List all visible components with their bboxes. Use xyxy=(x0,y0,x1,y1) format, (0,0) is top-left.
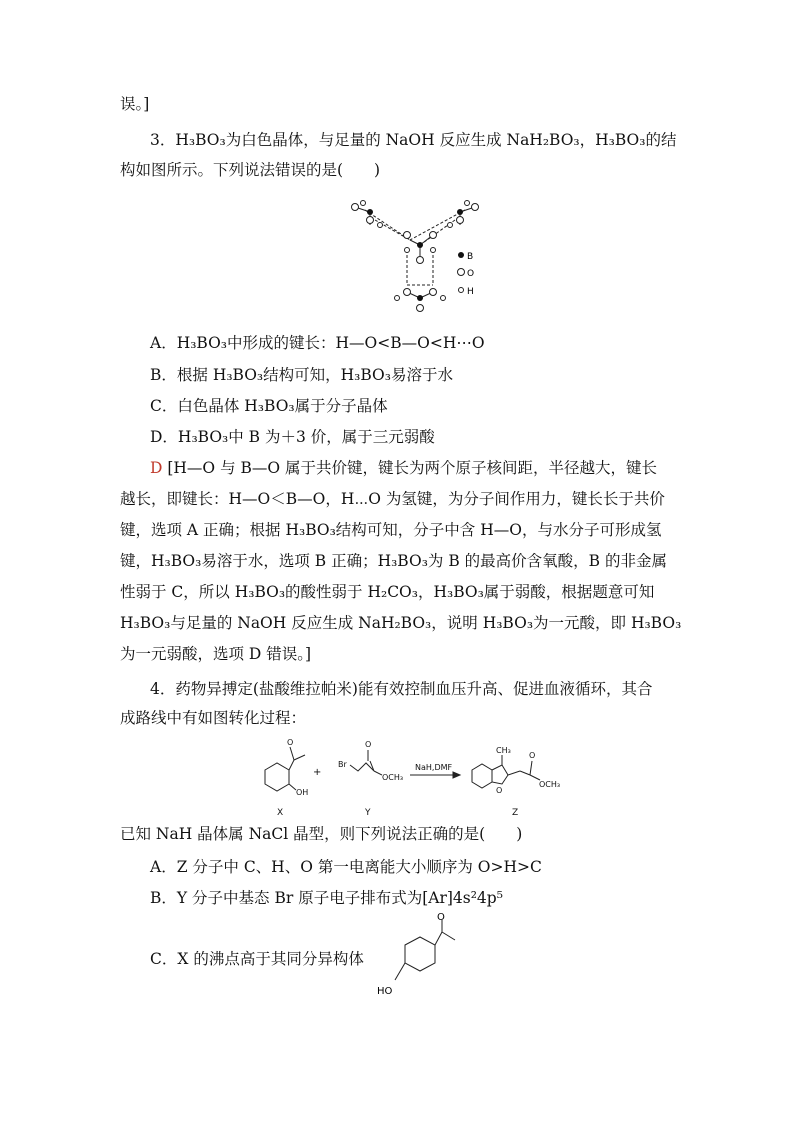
question-4-line-3: 已知 NaH 晶体属 NaCl 晶型，则下列说法正确的是( ) xyxy=(120,825,523,843)
question-3-line-1: 3．H₃BO₃为白色晶体，与足量的 NaOH 反应生成 NaH₂BO₃，H₃BO₃的结 xyxy=(150,131,677,149)
answer-letter: D xyxy=(150,459,163,477)
y-br-label: Br xyxy=(338,760,347,769)
explanation-line-3: 键，选项 A 正确；根据 H₃BO₃结构可知，分子中含 H—O，与水分子可形成氢 xyxy=(120,521,662,539)
z-o-label: O xyxy=(529,751,536,760)
option-c: C．白色晶体 H₃BO₃属于分子晶体 xyxy=(150,397,388,415)
reagent-label: NaH,DMF xyxy=(415,763,453,772)
q4-option-a: A．Z 分子中 C、H、O 第一电离能大小顺序为 O>H>C xyxy=(150,858,542,876)
x-oh-label: OH xyxy=(296,788,309,797)
plus-sign: + xyxy=(313,767,322,778)
explanation-line-6: H₃BO₃与足量的 NaOH 反应生成 NaH₂BO₃，说明 H₃BO₃为一元酸，即 H₃BO₃ xyxy=(120,614,682,632)
z-label: Z xyxy=(512,808,519,818)
x-label: X xyxy=(277,808,284,818)
question-3-line-2: 构如图所示。下列说法错误的是( ) xyxy=(120,161,381,179)
q4-option-b: B．Y 分子中基态 Br 原子电子排布式为[Ar]4s²4p⁵ xyxy=(150,889,503,907)
legend-h: H xyxy=(467,287,474,297)
option-b: B．根据 H₃BO₃结构可知，H₃BO₃易溶于水 xyxy=(150,366,453,384)
legend-b: B xyxy=(467,252,474,262)
z-o-ring-label: O xyxy=(496,786,503,795)
z-och3-label: OCH₃ xyxy=(539,780,561,789)
explanation-line-2: 越长，即键长：H—O＜B—O，H⋯O 为氢键，为分子间作用力，键长长于共价 xyxy=(120,490,665,508)
z-ch3-label: CH₃ xyxy=(496,746,511,755)
question-4-line-1: 4．药物异搏定(盐酸维拉帕米)能有效控制血压升高、促进血液循环，其合 xyxy=(150,680,653,698)
p-ho-label: HO xyxy=(377,986,393,997)
legend-o: O xyxy=(467,269,475,279)
h3bo3-structure-figure xyxy=(335,190,495,315)
q4-option-c: C．X 的沸点高于其同分异构体 xyxy=(150,950,364,968)
x-o-label: O xyxy=(287,738,294,747)
y-o-label: O xyxy=(365,740,372,749)
isomer-structure-figure xyxy=(375,910,475,1005)
reaction-scheme-figure xyxy=(250,735,580,820)
p-o-label: O xyxy=(437,912,445,923)
option-a: A．H₃BO₃中形成的键长：H—O<B—O<H⋯O xyxy=(150,334,485,352)
explanation-line-7: 为一元弱酸，选项 D 错误。] xyxy=(120,645,312,663)
y-label: Y xyxy=(365,808,371,818)
question-4-line-2: 成路线中有如图转化过程： xyxy=(120,709,307,727)
y-och3-label: OCH₃ xyxy=(382,773,404,782)
explanation-line-1: D [H—O 与 B—O 属于共价键，键长为两个原子核间距，半径越大，键长 xyxy=(150,459,658,477)
text-line-continuation: 误。] xyxy=(120,95,150,113)
explanation-line-4: 键，H₃BO₃易溶于水，选项 B 正确；H₃BO₃为 B 的最高价含氧酸，B 的非金属 xyxy=(120,552,667,570)
option-d: D．H₃BO₃中 B 为＋3 价，属于三元弱酸 xyxy=(150,428,435,446)
explanation-line-5: 性弱于 C，所以 H₃BO₃的酸性弱于 H₂CO₃，H₃BO₃属于弱酸，根据题意可知 xyxy=(120,583,655,601)
